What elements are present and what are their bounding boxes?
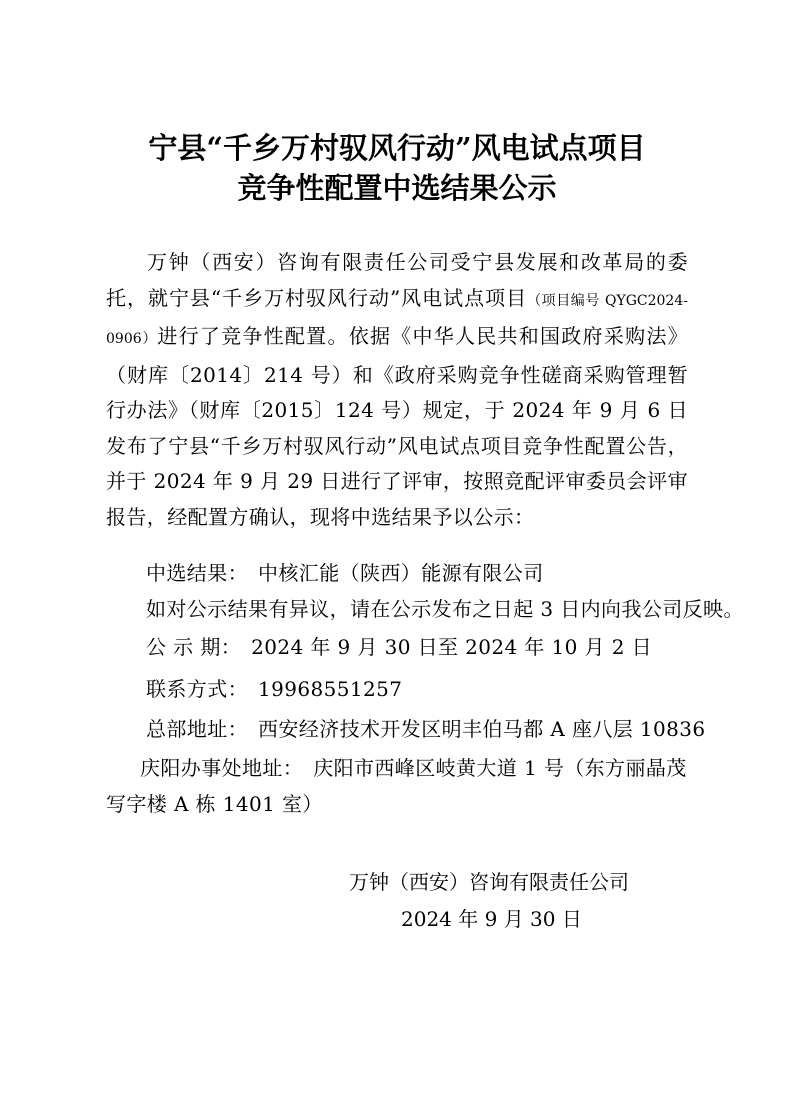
period-value: 2024 年 9 月 30 日至 2024 年 10 月 2 日 xyxy=(251,635,653,659)
signature-company: 万钟（西安）咨询有限责任公司 xyxy=(349,870,629,894)
office-value: 庆阳市西峰区岐黄大道 1 号（东方丽晶茂写字楼 A 栋 1401 室） xyxy=(106,756,687,816)
main-paragraph xyxy=(106,245,688,535)
result-value: 中核汇能（陕西）能源有限公司 xyxy=(258,561,544,585)
headquarters-value: 西安经济技术开发区明丰伯马都 A 座八层 10836 xyxy=(258,717,706,741)
office-line xyxy=(106,750,696,822)
headquarters-line xyxy=(146,712,706,748)
project-number: （项目编号 QYGC2024-0906） xyxy=(106,292,688,347)
headquarters-label: 总部地址： xyxy=(146,717,248,741)
period-line xyxy=(146,630,652,666)
main-paragraph-part-1: 万钟（西安）咨询有限责任公司受宁县发展和改革局的委托，就宁县“千乡万村驭风行动”风电试点项目 xyxy=(106,250,688,310)
contact-line xyxy=(146,672,402,708)
objection-line: 如对公示结果有异议，请在公示发布之日起 3 日内向我公司反映。 xyxy=(146,597,744,621)
result-label: 中选结果： xyxy=(146,561,248,585)
contact-label: 联系方式： xyxy=(146,677,248,701)
office-label: 庆阳办事处地址： xyxy=(140,756,304,780)
contact-value: 19968551257 xyxy=(258,677,403,701)
result-line xyxy=(146,556,544,592)
signature-date: 2024 年 9 月 30 日 xyxy=(401,907,582,931)
main-paragraph-part-2: 进行了竞争性配置。依据《中华人民共和国政府采购法》（财库〔2014〕214 号）和《政府采购竞争性磋商采购管理暂行办法》（财库〔2015〕124 号）规定，于 2024 年 9 月 6 日发布了宁县“千乡万村驭风行动”风电试点项目竞争性配置公告，并于 2024 年 9 月 29 日进行了评审，按照竞配评审委员会评审报告，经配置方确认，现将中选结果予以公示： xyxy=(106,324,688,529)
document-title-line-1: 宁县“千乡万村驭风行动”风电试点项目 xyxy=(148,131,646,165)
document-title-line-2: 竞争性配置中选结果公示 xyxy=(237,171,557,205)
period-label: 公 示 期： xyxy=(146,635,242,659)
